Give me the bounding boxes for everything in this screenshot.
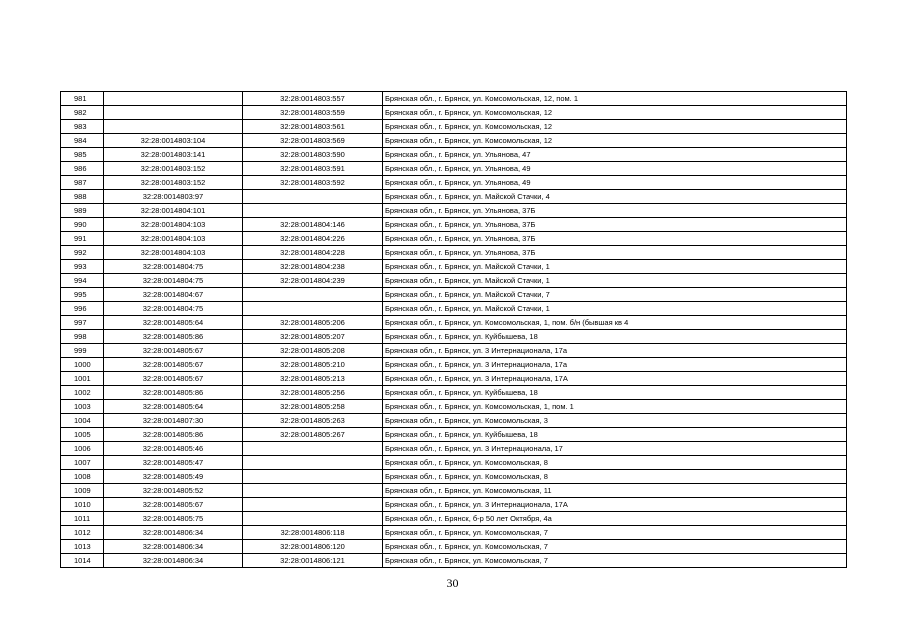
table-row: [61, 232, 847, 246]
address-cell: Брянская обл., г. Брянск, ул. Комсомольская, 1, пом. б/н (бывшая кв 4: [383, 316, 847, 330]
address-cell: Брянская обл., г. Брянск, ул. Ульянова, 37Б: [383, 218, 847, 232]
cadastral-number-cell: [243, 470, 383, 484]
parent-cadastral-number-cell: 32:28:0014805:67: [104, 344, 243, 358]
parent-cadastral-number-cell: 32:28:0014803:152: [104, 176, 243, 190]
row-number-cell: 995: [61, 288, 104, 302]
address-cell: Брянская обл., г. Брянск, ул. Комсомольская, 1, пом. 1: [383, 400, 847, 414]
parent-cadastral-number-cell: 32:28:0014806:34: [104, 540, 243, 554]
row-number-cell: 1007: [61, 456, 104, 470]
parent-cadastral-number-cell: 32:28:0014805:67: [104, 358, 243, 372]
row-number-cell: 983: [61, 120, 104, 134]
table-row: [61, 176, 847, 190]
parent-cadastral-number-cell: 32:28:0014804:103: [104, 218, 243, 232]
row-number-cell: 999: [61, 344, 104, 358]
parent-cadastral-number-cell: [104, 106, 243, 120]
cadastral-number-cell: 32:28:0014805:263: [243, 414, 383, 428]
parent-cadastral-number-cell: [104, 92, 243, 106]
parent-cadastral-number-cell: 32:28:0014805:86: [104, 330, 243, 344]
cadastral-number-cell: 32:28:0014804:239: [243, 274, 383, 288]
row-number-cell: 997: [61, 316, 104, 330]
address-cell: Брянская обл., г. Брянск, ул. Ульянова, 37Б: [383, 246, 847, 260]
table-row: [61, 120, 847, 134]
cadastral-number-cell: 32:28:0014805:210: [243, 358, 383, 372]
cadastral-number-cell: [243, 484, 383, 498]
parent-cadastral-number-cell: 32:28:0014805:49: [104, 470, 243, 484]
table-row: [61, 190, 847, 204]
table-row: [61, 260, 847, 274]
row-number-cell: 1002: [61, 386, 104, 400]
row-number-cell: 1012: [61, 526, 104, 540]
table-row: [61, 358, 847, 372]
cadastral-number-cell: 32:28:0014806:121: [243, 554, 383, 568]
parent-cadastral-number-cell: 32:28:0014804:101: [104, 204, 243, 218]
table-row: [61, 526, 847, 540]
address-cell: Брянская обл., г. Брянск, ул. Куйбышева, 18: [383, 428, 847, 442]
cadastral-number-cell: 32:28:0014803:569: [243, 134, 383, 148]
parent-cadastral-number-cell: [104, 120, 243, 134]
parent-cadastral-number-cell: 32:28:0014805:46: [104, 442, 243, 456]
table-row: [61, 246, 847, 260]
table-row: [61, 512, 847, 526]
cadastral-number-cell: 32:28:0014805:208: [243, 344, 383, 358]
row-number-cell: 1009: [61, 484, 104, 498]
cadastral-number-cell: 32:28:0014804:228: [243, 246, 383, 260]
row-number-cell: 986: [61, 162, 104, 176]
cadastral-number-cell: 32:28:0014803:592: [243, 176, 383, 190]
cadastral-number-cell: [243, 302, 383, 316]
table-row: [61, 344, 847, 358]
row-number-cell: 987: [61, 176, 104, 190]
cadastral-number-cell: [243, 456, 383, 470]
table-row: [61, 554, 847, 568]
cadastral-number-cell: 32:28:0014805:258: [243, 400, 383, 414]
table-row: [61, 470, 847, 484]
parent-cadastral-number-cell: 32:28:0014803:141: [104, 148, 243, 162]
address-cell: Брянская обл., г. Брянск, ул. Ульянова, 49: [383, 176, 847, 190]
parent-cadastral-number-cell: 32:28:0014805:67: [104, 372, 243, 386]
cadastral-number-cell: 32:28:0014805:267: [243, 428, 383, 442]
table-row: [61, 498, 847, 512]
parent-cadastral-number-cell: 32:28:0014805:52: [104, 484, 243, 498]
row-number-cell: 984: [61, 134, 104, 148]
parent-cadastral-number-cell: 32:28:0014805:64: [104, 316, 243, 330]
cadastral-number-cell: 32:28:0014803:559: [243, 106, 383, 120]
row-number-cell: 982: [61, 106, 104, 120]
parent-cadastral-number-cell: 32:28:0014805:47: [104, 456, 243, 470]
cadastral-number-cell: 32:28:0014804:226: [243, 232, 383, 246]
cadastral-number-cell: 32:28:0014806:118: [243, 526, 383, 540]
address-cell: Брянская обл., г. Брянск, ул. Комсомольская, 12: [383, 106, 847, 120]
address-cell: Брянская обл., г. Брянск, ул. Майской Стачки, 1: [383, 260, 847, 274]
row-number-cell: 998: [61, 330, 104, 344]
cadastral-number-cell: 32:28:0014803:590: [243, 148, 383, 162]
table-row: [61, 386, 847, 400]
table-row: [61, 540, 847, 554]
parent-cadastral-number-cell: 32:28:0014804:103: [104, 232, 243, 246]
row-number-cell: 985: [61, 148, 104, 162]
parent-cadastral-number-cell: 32:28:0014806:34: [104, 554, 243, 568]
table-row: [61, 148, 847, 162]
row-number-cell: 1004: [61, 414, 104, 428]
cadastral-number-cell: 32:28:0014804:238: [243, 260, 383, 274]
parent-cadastral-number-cell: 32:28:0014807:30: [104, 414, 243, 428]
row-number-cell: 1011: [61, 512, 104, 526]
cadastral-number-cell: 32:28:0014805:207: [243, 330, 383, 344]
parent-cadastral-number-cell: 32:28:0014805:64: [104, 400, 243, 414]
parent-cadastral-number-cell: 32:28:0014804:103: [104, 246, 243, 260]
cadastral-number-cell: 32:28:0014806:120: [243, 540, 383, 554]
row-number-cell: 989: [61, 204, 104, 218]
cadastral-number-cell: 32:28:0014803:557: [243, 92, 383, 106]
cadastral-number-cell: 32:28:0014804:146: [243, 218, 383, 232]
table-row: [61, 316, 847, 330]
row-number-cell: 991: [61, 232, 104, 246]
address-cell: Брянская обл., г. Брянск, ул. Комсомольская, 12: [383, 134, 847, 148]
address-cell: Брянская обл., г. Брянск, ул. 3 Интернационала, 17а: [383, 358, 847, 372]
cadastral-number-cell: [243, 512, 383, 526]
table-row: [61, 274, 847, 288]
address-cell: Брянская обл., г. Брянск, ул. 3 Интернационала, 17А: [383, 498, 847, 512]
address-cell: Брянская обл., г. Брянск, ул. Майской Стачки, 4: [383, 190, 847, 204]
address-cell: Брянская обл., г. Брянск, ул. Ульянова, 37Б: [383, 232, 847, 246]
row-number-cell: 990: [61, 218, 104, 232]
table-row: [61, 106, 847, 120]
table-row: [61, 134, 847, 148]
address-cell: Брянская обл., г. Брянск, ул. Комсомольская, 8: [383, 470, 847, 484]
parent-cadastral-number-cell: 32:28:0014804:75: [104, 302, 243, 316]
table-row: [61, 288, 847, 302]
table-row: [61, 442, 847, 456]
table-row: [61, 400, 847, 414]
table-row: [61, 428, 847, 442]
parent-cadastral-number-cell: 32:28:0014805:67: [104, 498, 243, 512]
table-row: [61, 414, 847, 428]
row-number-cell: 988: [61, 190, 104, 204]
table-row: [61, 92, 847, 106]
address-cell: Брянская обл., г. Брянск, ул. 3 Интернационала, 17а: [383, 344, 847, 358]
address-cell: Брянская обл., г. Брянск, ул. Майской Стачки, 1: [383, 302, 847, 316]
table-row: [61, 162, 847, 176]
row-number-cell: 1006: [61, 442, 104, 456]
row-number-cell: 994: [61, 274, 104, 288]
row-number-cell: 1008: [61, 470, 104, 484]
table-row: [61, 372, 847, 386]
address-cell: Брянская обл., г. Брянск, ул. Куйбышева, 18: [383, 386, 847, 400]
row-number-cell: 1005: [61, 428, 104, 442]
address-cell: Брянская обл., г. Брянск, ул. Комсомольская, 7: [383, 540, 847, 554]
row-number-cell: 993: [61, 260, 104, 274]
cadastral-number-cell: 32:28:0014803:591: [243, 162, 383, 176]
cadastral-number-cell: [243, 190, 383, 204]
row-number-cell: 1014: [61, 554, 104, 568]
address-cell: Брянская обл., г. Брянск, ул. Комсомольская, 12: [383, 120, 847, 134]
page-number: 30: [446, 576, 459, 590]
row-number-cell: 981: [61, 92, 104, 106]
table-row: [61, 456, 847, 470]
row-number-cell: 1001: [61, 372, 104, 386]
cadastral-number-cell: [243, 498, 383, 512]
address-cell: Брянская обл., г. Брянск, ул. Комсомольская, 12, пом. 1: [383, 92, 847, 106]
address-cell: Брянская обл., г. Брянск, ул. 3 Интернационала, 17: [383, 442, 847, 456]
table-row: [61, 330, 847, 344]
address-cell: Брянская обл., г. Брянск, ул. Комсомольская, 7: [383, 554, 847, 568]
parent-cadastral-number-cell: 32:28:0014803:152: [104, 162, 243, 176]
address-cell: Брянская обл., г. Брянск, ул. Ульянова, 47: [383, 148, 847, 162]
address-cell: Брянская обл., г. Брянск, ул. Комсомольская, 7: [383, 526, 847, 540]
parent-cadastral-number-cell: 32:28:0014804:67: [104, 288, 243, 302]
parent-cadastral-number-cell: 32:28:0014805:86: [104, 428, 243, 442]
row-number-cell: 1003: [61, 400, 104, 414]
cadastral-number-cell: 32:28:0014805:213: [243, 372, 383, 386]
cadastral-number-cell: [243, 288, 383, 302]
cadastral-number-cell: [243, 204, 383, 218]
row-number-cell: 996: [61, 302, 104, 316]
cadastral-number-cell: [243, 442, 383, 456]
table-row: [61, 302, 847, 316]
parent-cadastral-number-cell: 32:28:0014806:34: [104, 526, 243, 540]
row-number-cell: 1013: [61, 540, 104, 554]
table-row: [61, 484, 847, 498]
address-cell: Брянская обл., г. Брянск, ул. Куйбышева, 18: [383, 330, 847, 344]
parent-cadastral-number-cell: 32:28:0014803:97: [104, 190, 243, 204]
address-cell: Брянская обл., г. Брянск, ул. Ульянова, 49: [383, 162, 847, 176]
table-row: [61, 218, 847, 232]
address-cell: Брянская обл., г. Брянск, ул. Майской Стачки, 1: [383, 274, 847, 288]
cadastral-number-cell: 32:28:0014805:256: [243, 386, 383, 400]
cadastral-number-cell: 32:28:0014803:561: [243, 120, 383, 134]
address-cell: Брянская обл., г. Брянск, ул. Комсомольская, 11: [383, 484, 847, 498]
cadastral-number-cell: 32:28:0014805:206: [243, 316, 383, 330]
row-number-cell: 992: [61, 246, 104, 260]
row-number-cell: 1000: [61, 358, 104, 372]
parent-cadastral-number-cell: 32:28:0014804:75: [104, 260, 243, 274]
address-cell: Брянская обл., г. Брянск, ул. Комсомольская, 3: [383, 414, 847, 428]
parent-cadastral-number-cell: 32:28:0014803:104: [104, 134, 243, 148]
row-number-cell: 1010: [61, 498, 104, 512]
table-row: [61, 204, 847, 218]
address-cell: Брянская обл., г. Брянск, б-р 50 лет Октября, 4а: [383, 512, 847, 526]
parent-cadastral-number-cell: 32:28:0014805:86: [104, 386, 243, 400]
parent-cadastral-number-cell: 32:28:0014805:75: [104, 512, 243, 526]
address-cell: Брянская обл., г. Брянск, ул. Майской Стачки, 7: [383, 288, 847, 302]
address-cell: Брянская обл., г. Брянск, ул. Комсомольская, 8: [383, 456, 847, 470]
parent-cadastral-number-cell: 32:28:0014804:75: [104, 274, 243, 288]
address-cell: Брянская обл., г. Брянск, ул. Ульянова, 37Б: [383, 204, 847, 218]
cadastral-table: [60, 91, 847, 568]
table-body: [61, 92, 847, 568]
address-cell: Брянская обл., г. Брянск, ул. 3 Интернационала, 17А: [383, 372, 847, 386]
